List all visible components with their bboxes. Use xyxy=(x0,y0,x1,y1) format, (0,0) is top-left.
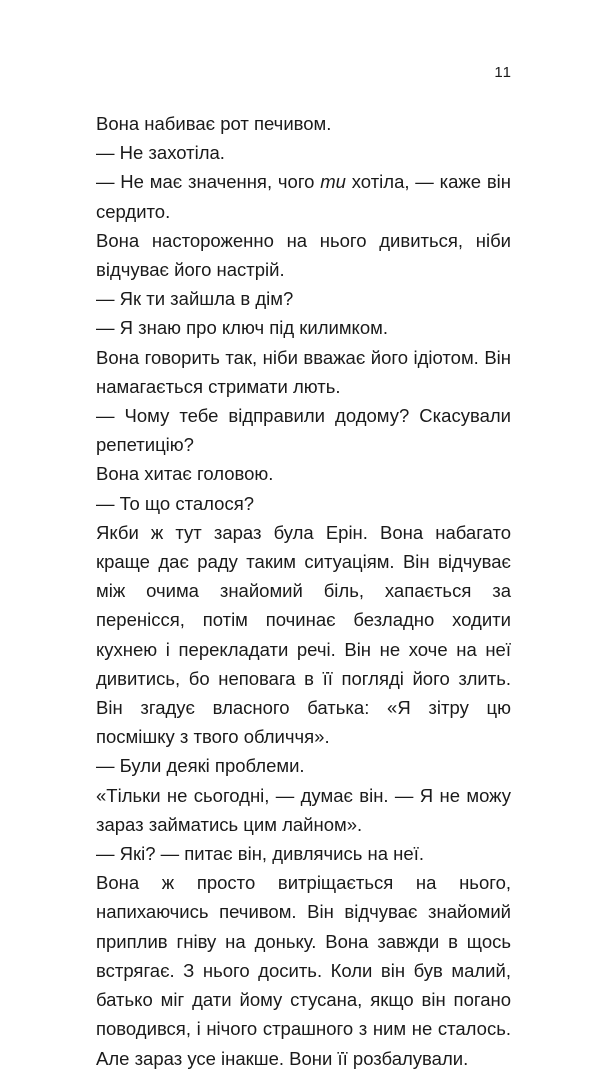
paragraph: Вона хитає головою. xyxy=(96,463,274,485)
paragraph: — Я знаю про ключ під килимком. xyxy=(96,317,389,339)
paragraph: — Не захотіла. xyxy=(96,142,225,164)
paragraph: Вона набиває рот печивом. xyxy=(96,113,332,134)
page-number: 11 xyxy=(494,64,512,81)
body-text xyxy=(96,109,511,1073)
paragraph: — Чому тебе відправили додому? Скасували репетицію? xyxy=(96,405,511,456)
paragraph: — Не має значення, чого ти хотіла, — каже він сердито. xyxy=(96,171,512,222)
emphasis: ти xyxy=(320,171,346,193)
paragraph: — То що сталося? xyxy=(96,492,255,514)
paragraph: Вона настороженно на нього дивиться, ніби відчуває його настрій. xyxy=(96,229,511,281)
paragraph: — Як ти зайшла в дім? xyxy=(96,288,294,310)
paragraph: Вона говорить так, ніби вважає його ідіотом. Він намагається стримати лють. xyxy=(96,346,511,397)
paragraph: Вона ж просто витріщається на нього, напихаючись печивом. Він відчуває знайомий приплив гніву на доньку. Вона завжди в щось встрягає. З нього досить. Коли він був малий, батько міг дати йому стусана, якщо він погано поводився, і нічого страшного з ним не сталось. Але зараз усе інакше. Вони її розбалували. xyxy=(96,872,511,1069)
paragraph: — Були деякі проблеми. xyxy=(96,755,305,777)
paragraph: — Які? — питає він, дивлячись на неї. xyxy=(96,843,424,865)
paragraph: Якби ж тут зараз була Ерін. Вона набагато краще дає раду таким ситуаціям. Він відчуває між очима знайомий біль, хапається за перенісся, потім починає безладно ходити кухнею і перекладати речі. Він не хоче на неї дивитись, бо неповага в її погляді його злить. Він згадує власного батька: «Я зітру цю посмішку з твого обличчя». xyxy=(96,521,511,748)
paragraph: «Тільки не сьогодні, — думає він. — Я не можу зараз займатись цим лайном». xyxy=(96,784,511,835)
